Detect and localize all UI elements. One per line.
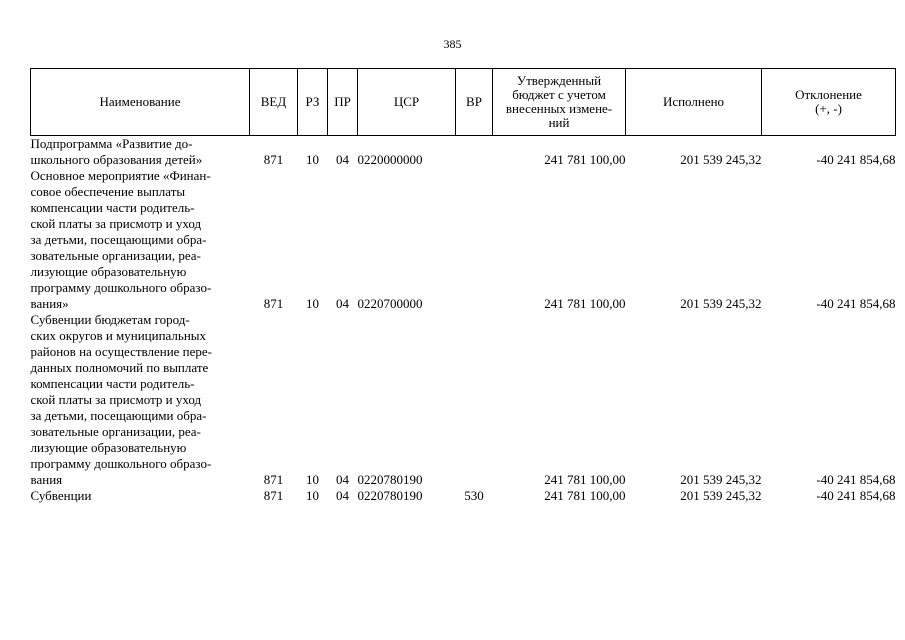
table-row (31, 136, 896, 169)
cell-name-line: компенсации части родитель- (30, 376, 195, 391)
table-row (31, 312, 896, 488)
header-pr: ПР (328, 69, 358, 136)
cell-name-line: школьного образования детей» (30, 152, 203, 167)
cell-name-line: Субвенции бюджетам город- (30, 312, 190, 327)
cell-vr (456, 168, 493, 312)
cell-rz: 10 (306, 296, 319, 311)
cell-deviation: -40 241 854,68 (816, 472, 896, 487)
cell-ved: 871 (263, 472, 284, 487)
table-body (31, 136, 896, 505)
cell-name-line: программу дошкольного образо- (30, 456, 212, 471)
cell-name-line: ских округов и муниципальных (30, 328, 207, 343)
cell-executed: 201 539 245,32 (680, 472, 762, 487)
cell-name-line: за детьми, посещающими обра- (30, 408, 207, 423)
cell-ved: 871 (263, 152, 284, 167)
cell-name-line: лизующие образовательную (30, 264, 187, 279)
cell-name-line: лизующие образовательную (30, 440, 187, 455)
header-deviation (762, 69, 896, 136)
header-rz: РЗ (298, 69, 328, 136)
cell-name-line: вания (30, 472, 63, 487)
header-deviation-line: Отклонение (795, 87, 862, 102)
table-row (31, 168, 896, 312)
cell-ved: 871 (263, 296, 284, 311)
cell-csr: 0220000000 (357, 152, 423, 167)
cell-name-line: зовательные организации, реа- (30, 424, 201, 439)
cell-name-line: за детьми, посещающими обра- (30, 232, 207, 247)
cell-approved: 241 781 100,00 (544, 488, 626, 503)
cell-name-line: совое обеспечение выплаты (30, 184, 186, 199)
cell-deviation: -40 241 854,68 (816, 296, 896, 311)
cell-pr: 04 (336, 152, 349, 167)
cell-name-line: Подпрограмма «Развитие до- (30, 136, 193, 151)
cell-approved: 241 781 100,00 (544, 296, 626, 311)
cell-name-line: вания» (30, 296, 69, 311)
cell-name-line: программу дошкольного образо- (30, 280, 212, 295)
cell-vr (456, 136, 493, 169)
cell-csr: 0220780190 (357, 472, 423, 487)
header-approved-line: ний (548, 115, 570, 130)
cell-pr: 04 (336, 472, 349, 487)
table-row (31, 488, 896, 504)
cell-name-line: данных полномочий по выплате (30, 360, 209, 375)
cell-name-line: районов на осуществление пере- (30, 344, 213, 359)
cell-name-line: ской платы за присмотр и уход (30, 392, 202, 407)
table-header-row (31, 69, 896, 136)
header-deviation-line: (+, -) (815, 101, 842, 116)
cell-name-line: Основное мероприятие «Финан- (30, 168, 211, 183)
cell-name (31, 136, 250, 169)
cell-name-line: Субвенции (30, 488, 92, 503)
cell-name-line: зовательные организации, реа- (30, 248, 201, 263)
header-executed: Исполнено (626, 69, 762, 136)
header-vr: ВР (456, 69, 493, 136)
cell-deviation: -40 241 854,68 (816, 152, 896, 167)
cell-csr: 0220780190 (357, 488, 423, 503)
cell-executed: 201 539 245,32 (680, 296, 762, 311)
header-approved-line: Утвержденный (516, 73, 602, 88)
cell-deviation: -40 241 854,68 (816, 488, 896, 503)
cell-pr: 04 (336, 488, 349, 503)
header-approved-line: внесенных измене- (505, 101, 613, 116)
header-name: Наименование (31, 69, 250, 136)
budget-execution-table (30, 68, 896, 504)
cell-pr: 04 (336, 296, 349, 311)
header-approved-budget (493, 69, 626, 136)
cell-rz: 10 (306, 152, 319, 167)
cell-name-line: ской платы за присмотр и уход (30, 216, 202, 231)
cell-name (31, 168, 250, 312)
header-ved: ВЕД (250, 69, 298, 136)
cell-approved: 241 781 100,00 (544, 152, 626, 167)
cell-rz: 10 (306, 488, 319, 503)
page-number: 385 (443, 37, 462, 51)
header-csr: ЦСР (358, 69, 456, 136)
cell-vr (456, 312, 493, 488)
header-approved-line: бюджет с учетом (512, 87, 606, 102)
cell-executed: 201 539 245,32 (680, 488, 762, 503)
cell-rz: 10 (306, 472, 319, 487)
cell-name (31, 488, 250, 504)
cell-approved: 241 781 100,00 (544, 472, 626, 487)
cell-name-line: компенсации части родитель- (30, 200, 195, 215)
cell-vr: 530 (464, 488, 484, 503)
cell-name (31, 312, 250, 488)
cell-ved: 871 (263, 488, 284, 503)
cell-csr: 0220700000 (357, 296, 423, 311)
cell-executed: 201 539 245,32 (680, 152, 762, 167)
